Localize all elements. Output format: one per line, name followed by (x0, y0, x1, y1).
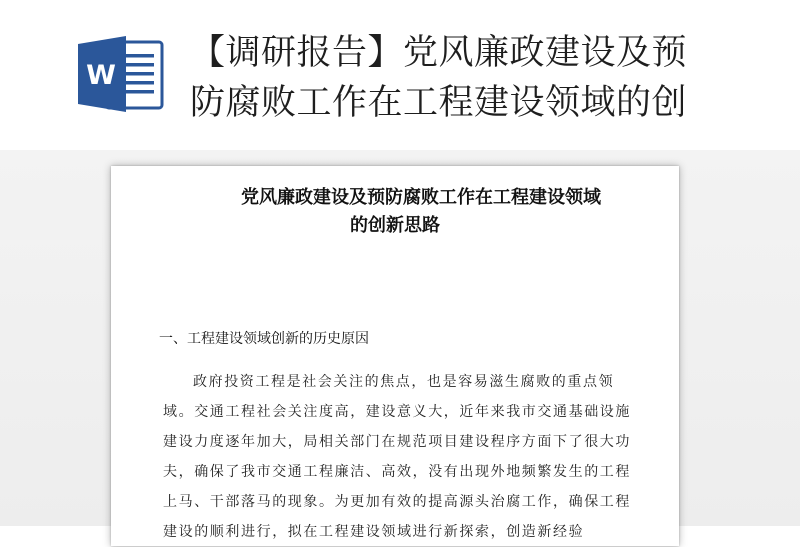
paragraph-line: 域。交通工程社会关注度高，建设意义大，近年来我市交通基础设施 (163, 404, 631, 420)
body-paragraph (163, 367, 643, 547)
header-title-line: 【调研报告】党风廉政建设及预 (190, 33, 688, 73)
header-title (190, 28, 770, 128)
header-banner (0, 0, 800, 150)
word-icon-letter: W (86, 60, 116, 91)
paragraph-line: 政府投资工程是社会关注的焦点，也是容易滋生腐败的重点领 (193, 374, 615, 390)
header-title-line: 防腐败工作在工程建设领域的创 (190, 83, 688, 123)
paragraph-line: 夫，确保了我市交通工程廉洁、高效，没有出现外地频繁发生的工程 (163, 464, 631, 480)
document-title (111, 184, 679, 240)
section-heading: 一、工程建设领域创新的历史原因 (159, 331, 369, 347)
document-title-line: 党风廉政建设及预防腐败工作在工程建设领域 (241, 187, 601, 208)
document-page (111, 166, 679, 546)
document-title-line: 的创新思路 (350, 215, 440, 236)
paragraph-line: 建设力度逐年加大，局相关部门在规范项目建设程序方面下了很大功 (163, 434, 631, 450)
paragraph-line: 建设的顺利进行，拟在工程建设领域进行新探索，创造新经验 (163, 524, 585, 540)
word-icon (76, 34, 164, 114)
paragraph-line: 上马、干部落马的现象。为更加有效的提高源头治腐工作，确保工程 (163, 494, 631, 510)
